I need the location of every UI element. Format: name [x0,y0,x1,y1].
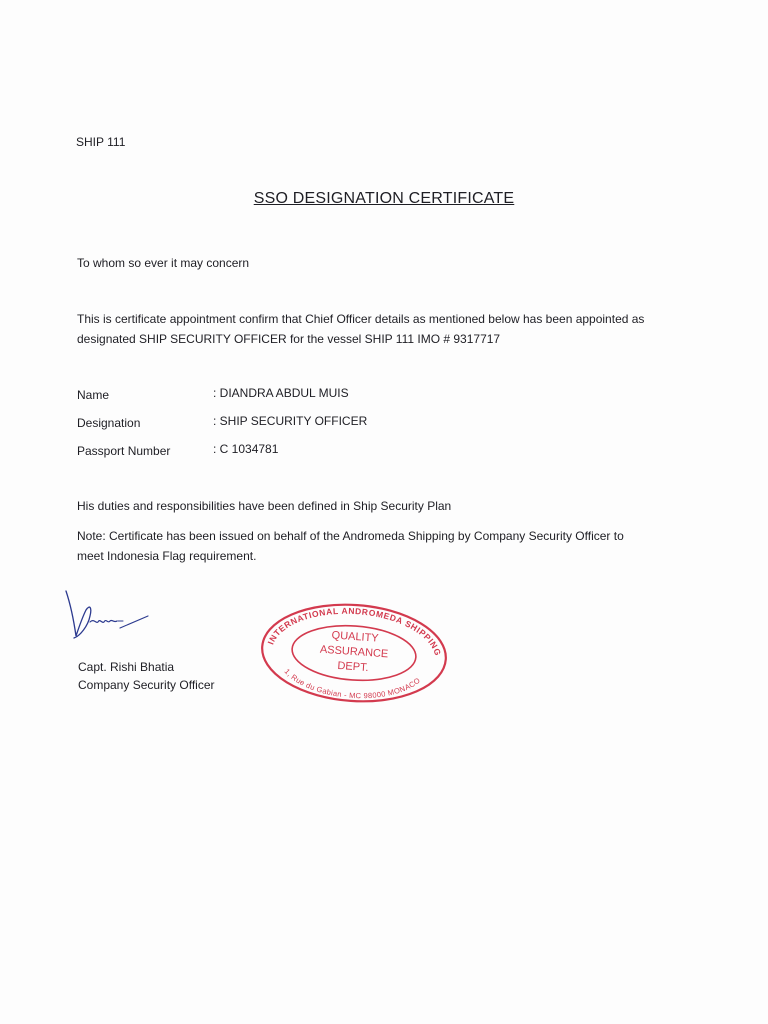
salutation: To whom so ever it may concern [77,256,250,270]
note-line-1: Note: Certificate has been issued on behalf of the Andromeda Shipping by Company Security Officer to [77,529,624,543]
issuance-note [77,526,697,566]
intro-paragraph [77,309,717,349]
detail-row-passport [77,442,577,470]
intro-line-2: designated SHIP SECURITY OFFICER for the vessel SHIP 111 IMO # 9317717 [77,332,501,346]
ship-reference: SHIP 111 [76,135,126,149]
signatory [78,658,215,694]
quality-assurance-stamp [256,598,452,708]
handwritten-signature [62,588,162,648]
detail-row-name [77,386,577,414]
certificate-title: SSO DESIGNATION CERTIFICATE [253,190,515,207]
stamp-ring-top-text: INTERNATIONAL ANDROMEDA SHIPPING [265,605,444,658]
stamp-center-line-1: QUALITY [331,629,380,645]
detail-row-designation [77,414,577,442]
detail-value: : SHIP SECURITY OFFICER [213,414,368,428]
duties-statement: His duties and responsibilities have been defined in Ship Security Plan [77,499,452,513]
signatory-name: Capt. Rishi Bhatia [78,660,175,674]
stamp-ring-bottom-text: 1, Rue du Gabian - MC 98000 MONACO [282,666,422,701]
stamp-center-line-2: ASSURANCE [319,643,389,661]
detail-value: : C 1034781 [213,442,279,456]
detail-label: Designation [77,416,141,430]
note-line-2: meet Indonesia Flag requirement. [77,549,257,563]
stamp-center-line-3: DEPT. [337,659,369,675]
signatory-title: Company Security Officer [78,678,215,692]
detail-value: : DIANDRA ABDUL MUIS [213,386,349,400]
intro-line-1: This is certificate appointment confirm that Chief Officer details as mentioned below has been appointed as [77,312,645,326]
officer-details [77,386,577,470]
detail-label: Passport Number [77,444,171,458]
detail-label: Name [77,388,110,402]
